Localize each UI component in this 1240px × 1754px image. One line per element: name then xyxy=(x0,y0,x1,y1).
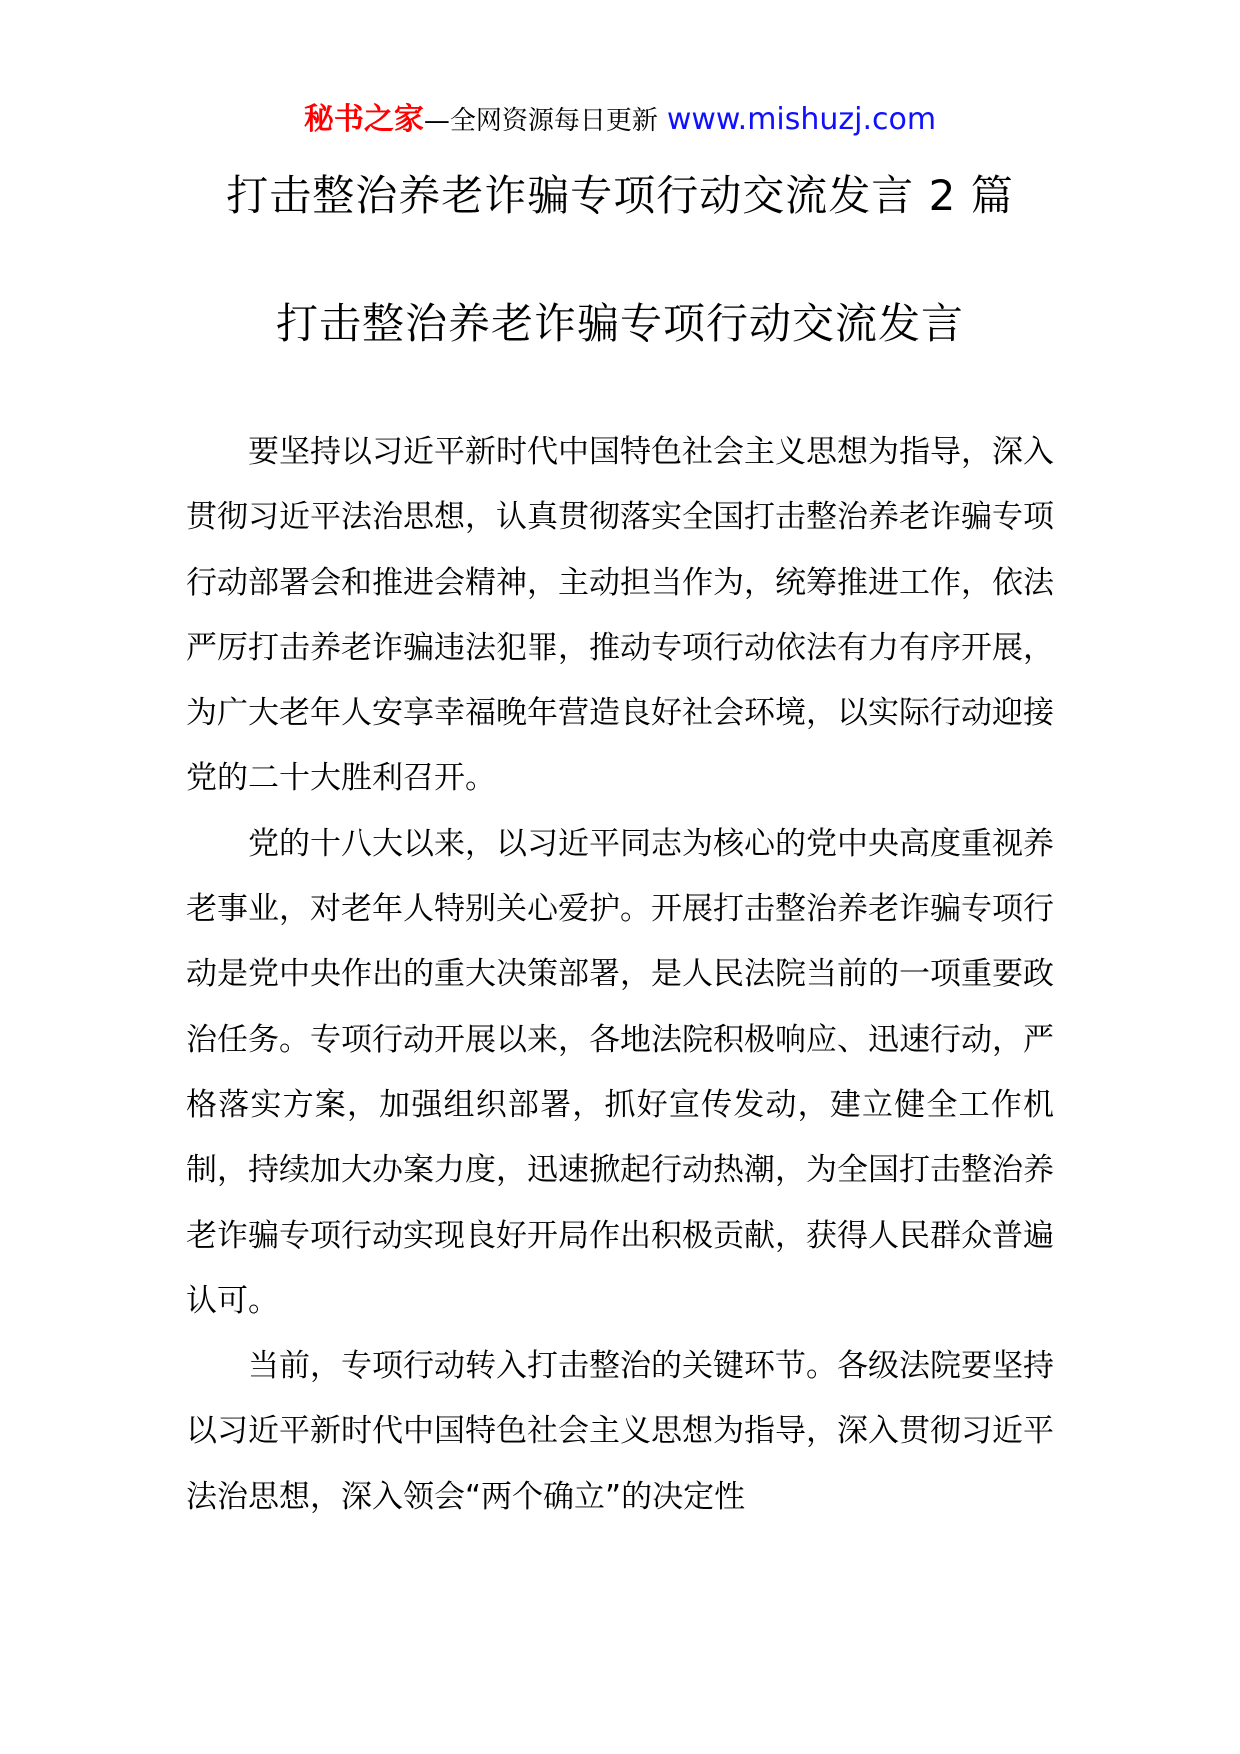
site-url-link[interactable]: www.mishuzj.com xyxy=(666,102,937,137)
header-tagline: —全网资源每日更新 xyxy=(423,106,658,136)
site-header xyxy=(0,100,1240,141)
paragraph: 当前，专项行动转入打击整治的关键环节。各级法院要坚持以习近平新时代中国特色社会主义思想为指导，深入贯彻习近平法治思想，深入领会“两个确立”的决定性 xyxy=(186,1348,1054,1515)
speech-title: 打击整治养老诈骗专项行动交流发言 xyxy=(275,299,964,348)
body-text xyxy=(186,420,1054,1530)
brand-name: 秘书之家 xyxy=(303,102,424,137)
paragraph: 要坚持以习近平新时代中国特色社会主义思想为指导，深入贯彻习近平法治思想，认真贯彻落实全国打击整治养老诈骗专项行动部署会和推进会精神，主动担当作为，统筹推进工作，依法严厉打击养老诈骗违法犯罪，推动专项行动依法有力有序开展，为广大老年人安享幸福晚年营造良好社会环境，以实际行动迎接党的二十大胜利召开。 xyxy=(186,434,1054,797)
document-title: 打击整治养老诈骗专项行动交流发言 2 篇 xyxy=(226,171,1014,220)
paragraph: 党的十八大以来，以习近平同志为核心的党中央高度重视养老事业，对老年人特别关心爱护。开展打击整治养老诈骗专项行动是党中央作出的重大决策部署，是人民法院当前的一项重要政治任务。专项行动开展以来，各地法院积极响应、迅速行动，严格落实方案，加强组织部署，抓好宣传发动，建立健全工作机制，持续加大办案力度，迅速掀起行动热潮，为全国打击整治养老诈骗专项行动实现良好开局作出积极贡献，获得人民群众普遍认可。 xyxy=(186,825,1054,1319)
